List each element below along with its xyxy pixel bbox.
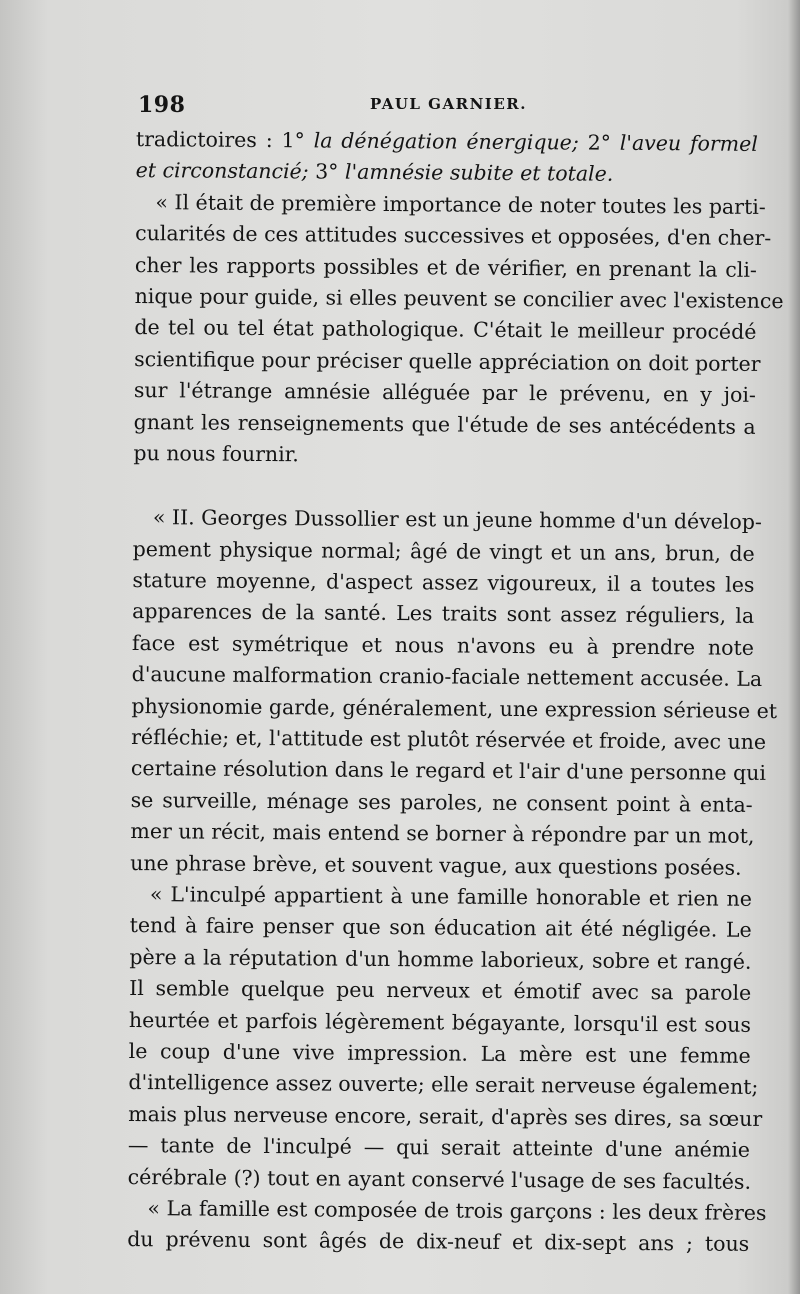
text-line: nique pour guide, si elles peuvent se concilier avec l'existence [134,283,784,314]
text-line: « La famille est composée de trois garçons : les deux frères [147,1196,767,1225]
paragraph-1 [133,187,784,474]
text-line: certaine résolution dans le regard et l'air d'une personne qui [130,756,767,786]
text-line [136,155,758,191]
text-line: sur l'étrange amnésie alléguée par le prévenu, en y joi- [133,378,756,408]
text-line: gnant les renseignements que l'étude de ses antécédents a [133,409,756,439]
text-line: cularités de ces attitudes successives et opposées, d'en cher- [135,221,772,251]
text-line: apparences de la santé. Les traits sont assez réguliers, la [132,599,755,629]
text-line: pu nous fournir. [133,440,299,467]
paragraph-4 [127,1193,767,1261]
body-text [127,124,784,1261]
text-line: une phrase brève, et souvent vague, aux questions posées. [130,850,742,880]
page-header [138,92,758,122]
running-head: PAUL GARNIER. [370,95,527,113]
text-line: face est symétrique et nous n'avons eu à prendre note [131,630,754,660]
text-line: père a la réputation d'un homme laborieux, sobre et rangé. [129,944,752,974]
text-line: d'intelligence assez ouverte; elle serait nerveuse également; [128,1070,759,1100]
paragraph-3 [127,879,763,1198]
text-line: se surveille, ménage ses paroles, ne consent point à enta- [130,787,753,817]
text-line: du prévenu sont âgés de dix-neuf et dix-sept ans ; tous [127,1227,750,1257]
italic-run: la dénégation énergique; [313,128,579,155]
text-line: de tel ou tel état pathologique. C'était le meilleur procédé [134,315,757,345]
text-run: 2° [578,130,620,155]
page-number: 198 [138,92,186,118]
text-line: pement physique normal; âgé de vingt et un ans, brun, de [132,536,755,566]
text-line [136,124,758,160]
text-line: réfléchie; et, l'attitude est plutôt réservée et froide, avec une [131,725,767,754]
page-spine-shadow [788,0,800,1294]
text-line: tend à faire penser que son éducation ait été négligée. Le [129,913,752,943]
text-line: le coup d'une vive impression. La mère est une femme [128,1038,751,1068]
section-gap [133,469,755,507]
text-line: — tante de l'inculpé — qui serait atteinte d'une anémie [127,1133,751,1162]
text-line: scientifique pour préciser quelle appréciation on doit porter [134,346,761,376]
text-line: « II. Georges Dussollier est un jeune homme d'un dévelop- [152,505,762,535]
italic-run: l'amnésie subite et totale. [344,160,614,187]
text-line: « Il était de première importance de noter toutes les parti- [155,189,766,219]
text-run: tradictoires : 1° [135,126,314,153]
text-line: cérébrale (?) tout en ayant conservé l'usage de ses facultés. [127,1164,752,1194]
text-line: d'aucune malformation cranio-faciale nettement accusée. La [131,662,763,692]
text-line: mer un récit, mais entend se borner à répondre par un mot, [130,819,755,849]
italic-run: et circonstancié; [135,158,309,184]
text-line: « L'inculpé appartient à une famille honorable et rien ne [149,882,753,911]
text-line: mais plus nerveuse encore, serait, d'après ses dires, sa sœur [128,1101,763,1131]
text-line: heurtée et parfois légèrement bégayante, lorsqu'il est sous [128,1007,752,1037]
paragraph-2 [130,502,778,884]
text-run: 3° [308,159,346,185]
text-line: stature moyenne, d'aspect assez vigoureux, il a toutes les [132,568,755,597]
text-line: cher les rapports possibles et de vérifier, en prenant la cli- [134,252,757,282]
text-line: physionomie garde, généralement, une expression sérieuse et [131,693,778,723]
text-line: Il semble quelque peu nerveux et émotif avec sa parole [129,976,752,1006]
italic-run: l'aveu formel [619,130,758,156]
